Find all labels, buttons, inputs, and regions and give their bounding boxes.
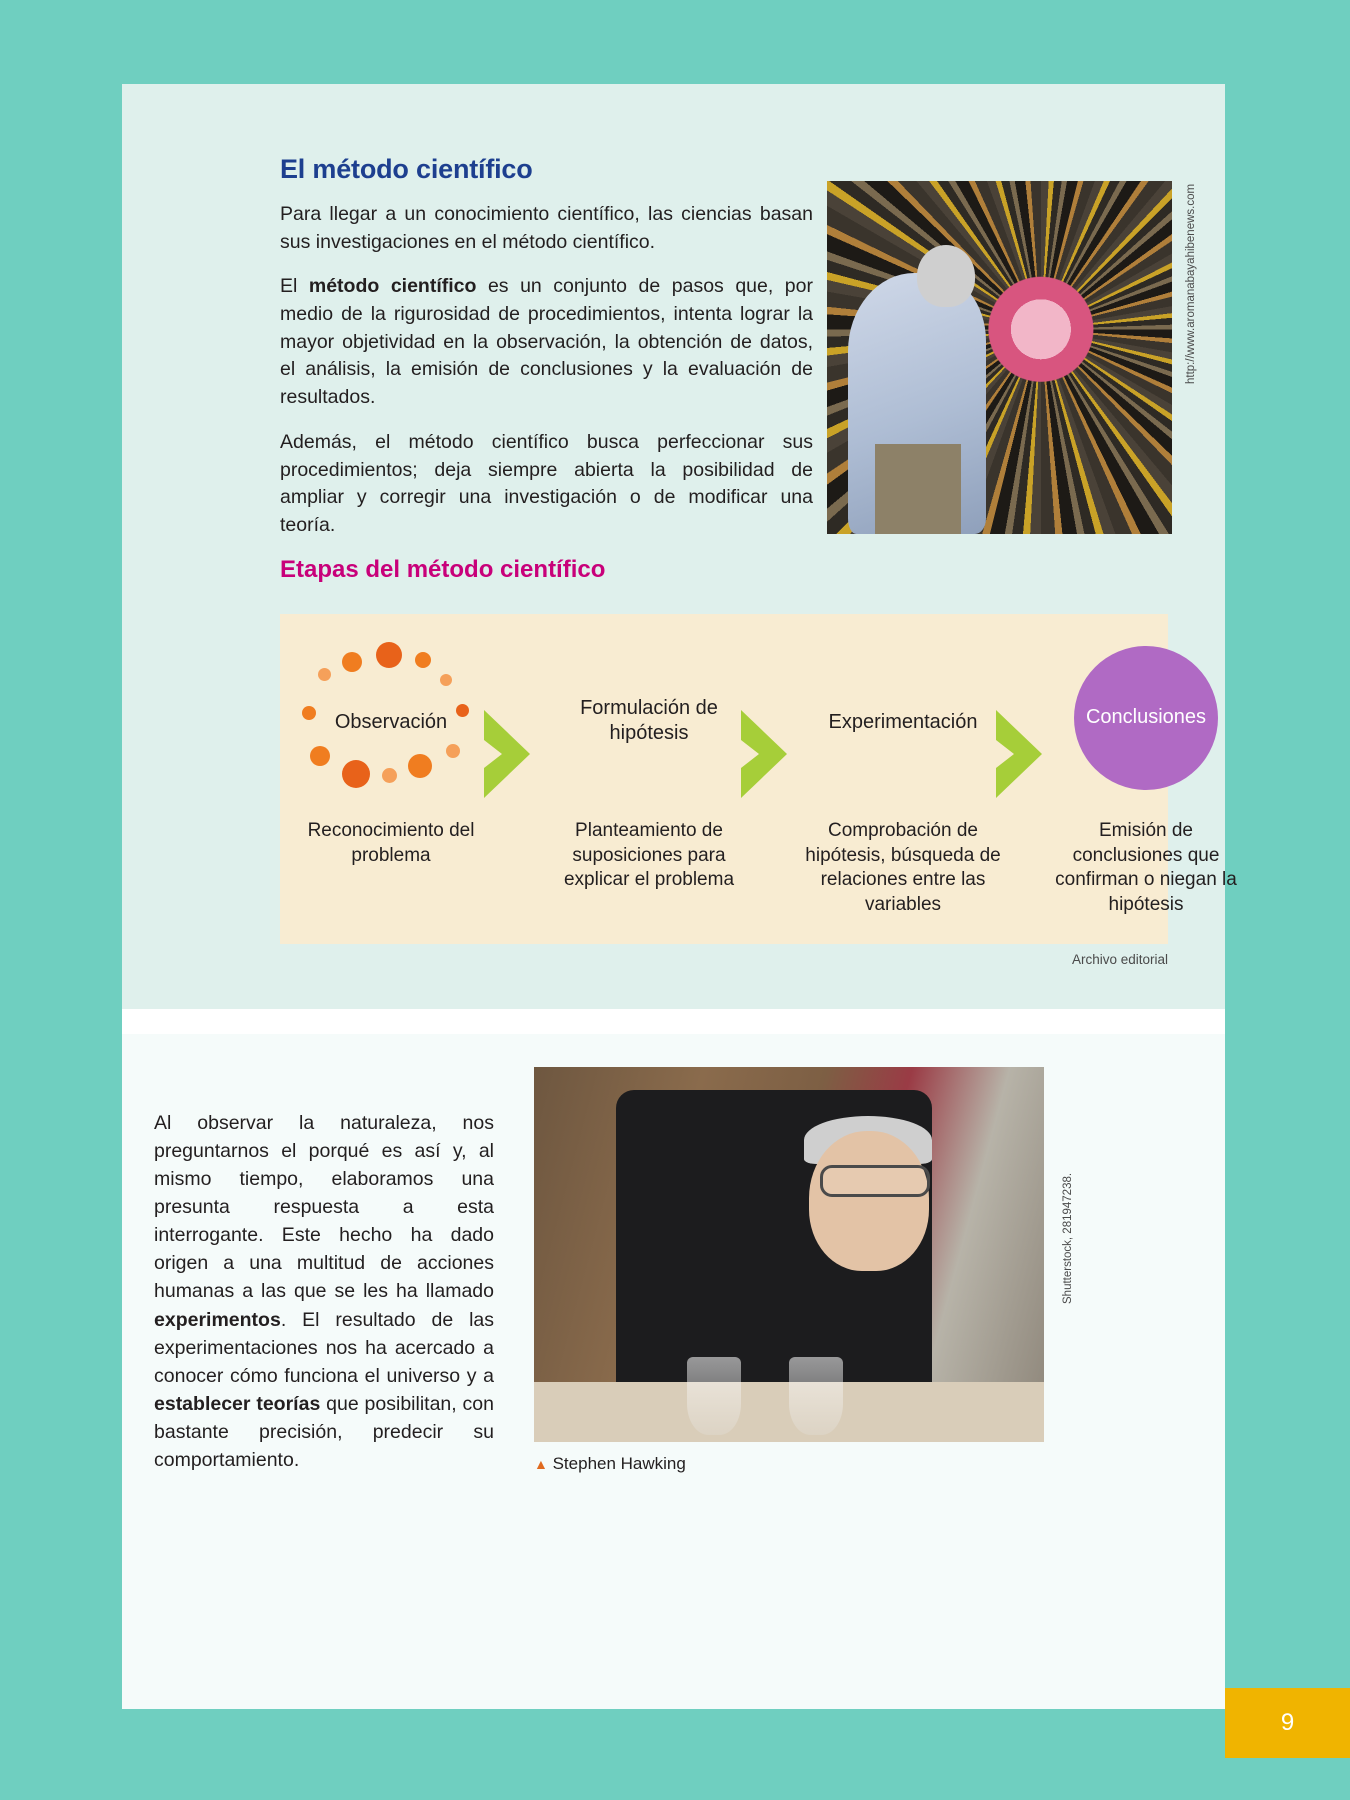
stage-label-3: Experimentación: [828, 711, 978, 733]
stage-column-1: [280, 614, 502, 944]
upper-content-panel: [122, 84, 1237, 1009]
stage-desc-4: Emisión de conclusiones que confirman o niegan la hipótesis: [1055, 820, 1237, 916]
particle-detector-photo: [827, 181, 1172, 534]
stage-label-4: Conclusiones: [1085, 706, 1207, 728]
diagram-source: Archivo editorial: [1071, 952, 1168, 967]
intro-paragraph-2: El método científico es un conjunto de pasos que, por medio de la rigurosidad de procedimientos, intenta lograr la mayor objetividad en la observación, la obtención de datos, el análisis, la emisión de conclusiones y la evaluación de resultados.: [280, 275, 813, 409]
stage-column-3: [792, 614, 1014, 944]
triangle-marker-icon: ▲: [534, 1456, 548, 1472]
lower-paragraph: Al observar la naturaleza, nos preguntarnos el porqué es así y, al mismo tiempo, elaboramos una presunta respuesta a esta interrogante. Este hecho ha dado origen a una multitud de acciones humanas a las que se les ha llamado experimentos. El resultado de las experimentaciones nos ha acercado a conocer cómo funciona el universo y a establecer teorías que posibilitan, con bastante precisión, predecir su comportamiento.: [154, 1112, 494, 1471]
wine-glass-1: [687, 1357, 741, 1435]
chevron-right-icon-3: [992, 706, 1046, 802]
method-stages-diagram: [280, 614, 1237, 944]
top-photo-credit: http://www.aromanabayahibenews.com: [1185, 183, 1197, 384]
chevron-right-icon-2: [737, 706, 791, 802]
face-shape: [809, 1131, 929, 1271]
stage-desc-2: Planteamiento de suposiciones para explicar el problema: [563, 820, 735, 891]
collider-illustration: [827, 181, 1172, 534]
intro-paragraph-1: Para llegar a un conocimiento científico, las ciencias basan sus investigaciones en el método científico.: [280, 203, 813, 253]
page-number-tab: [1225, 1688, 1350, 1758]
stage-column-2: [538, 614, 760, 944]
page-number: 9: [1280, 1709, 1295, 1736]
subsection-title: Etapas del método científico: [280, 556, 606, 583]
lower-photo-credit: Shutterstock, 281947238.: [1062, 1172, 1074, 1304]
page-sheet: [122, 84, 1237, 1709]
photo-caption-text: Stephen Hawking: [552, 1454, 686, 1473]
stage-desc-1: Reconocimiento del problema: [307, 820, 475, 866]
wine-glass-2: [789, 1357, 843, 1435]
scientist-head: [917, 245, 975, 307]
scientist-legs: [875, 444, 961, 534]
lower-content-panel: [122, 1034, 1225, 1709]
intro-text-column: [280, 154, 813, 557]
stage-label-2: Formulación de hipótesis: [580, 697, 718, 744]
stage-column-4: [1046, 614, 1246, 944]
intro-paragraph-3: Además, el método científico busca perfeccionar sus procedimientos; deja siempre abierta la posibilidad de ampliar y corregir una investigación o de modificar una teoría.: [280, 430, 813, 536]
stephen-hawking-photo: [534, 1067, 1044, 1442]
chevron-right-icon-1: [480, 706, 534, 802]
lower-text-column: [154, 1109, 494, 1474]
glasses-shape: [820, 1165, 930, 1197]
stage-desc-3: Comprobación de hipótesis, búsqueda de relaciones entre las variables: [805, 820, 1001, 916]
photo-caption: [534, 1454, 686, 1474]
stage-label-1: Observación: [334, 711, 448, 733]
page-title: El método científico: [280, 154, 533, 184]
